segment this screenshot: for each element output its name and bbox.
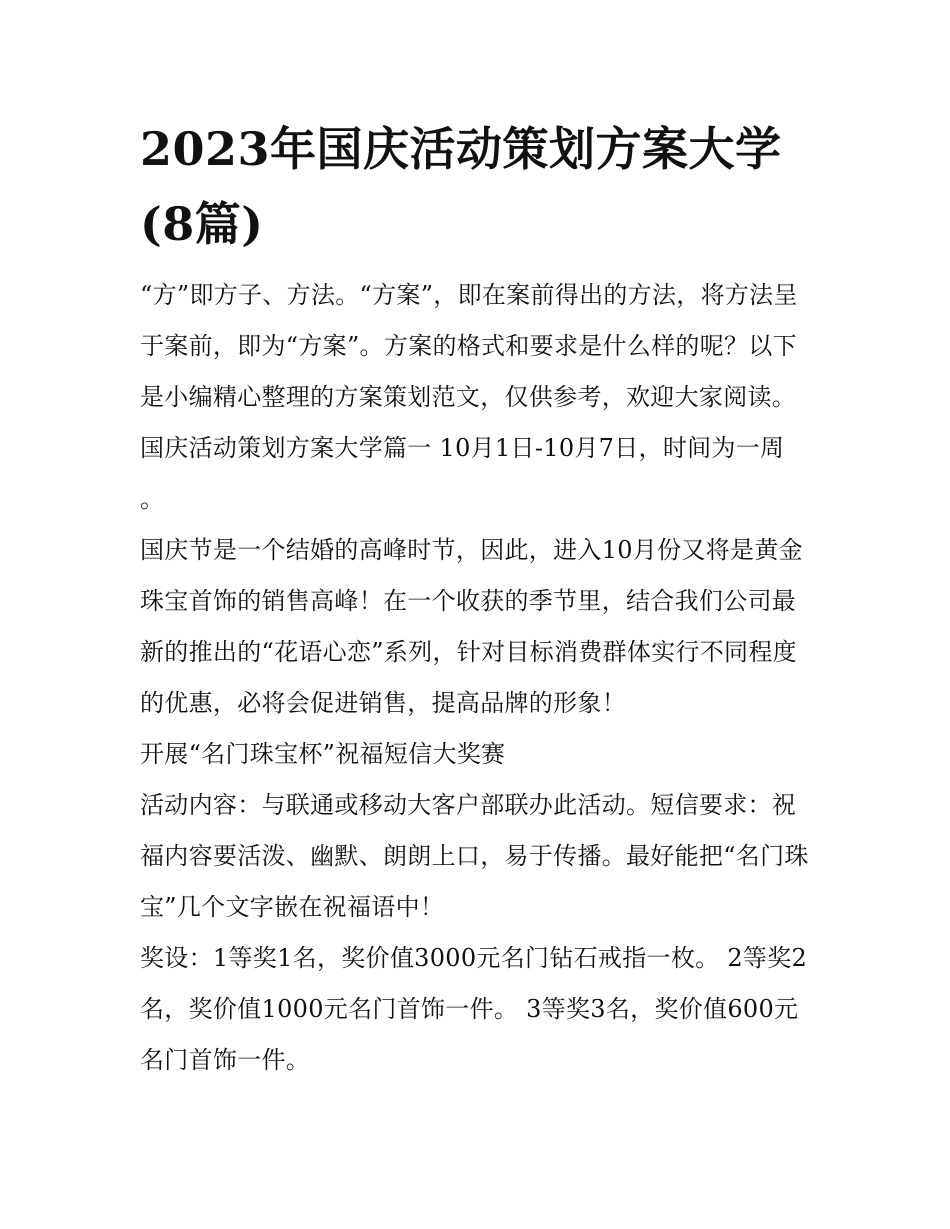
paragraph-intro: “方”即方子、方法。“方案”，即在案前得出的方法，将方法呈于案前，即为“方案”。方案的格式和要求是什么样的呢？以下是小编精心整理的方案策划范文，仅供参考，欢迎大家阅读。	[140, 281, 798, 411]
paragraph-background: 国庆节是一个结婚的高峰时节，因此，进入10月份又将是黄金珠宝首饰的销售高峰！在一个收获的季节里，结合我们公司最新的推出的“花语心恋”系列，针对目标消费群体实行不同程度的优惠，必将会促进销售，提高品牌的形象！	[140, 536, 803, 717]
paragraph-activity-content: 活动内容：与联通或移动大客户部联办此活动。短信要求：祝福内容要活泼、幽默、朗朗上口，易于传播。最好能把“名门珠宝”几个文字嵌在祝福语中！	[140, 791, 809, 921]
document-page	[140, 112, 815, 1086]
paragraph-activity-heading: 开展“名门珠宝杯”祝福短信大奖赛	[140, 740, 506, 768]
document-title: 2023年国庆活动策划方案大学(8篇)	[140, 122, 782, 251]
paragraph-prizes: 奖设：1等奖1名，奖价值3000元名门钻石戒指一枚。 2等奖2名，奖价值1000元名门首饰一件。 3等奖3名，奖价值600元名门首饰一件。	[140, 944, 808, 1074]
paragraph-date: 国庆活动策划方案大学篇一 10月1日-10月7日，时间为一周 。	[140, 434, 785, 513]
